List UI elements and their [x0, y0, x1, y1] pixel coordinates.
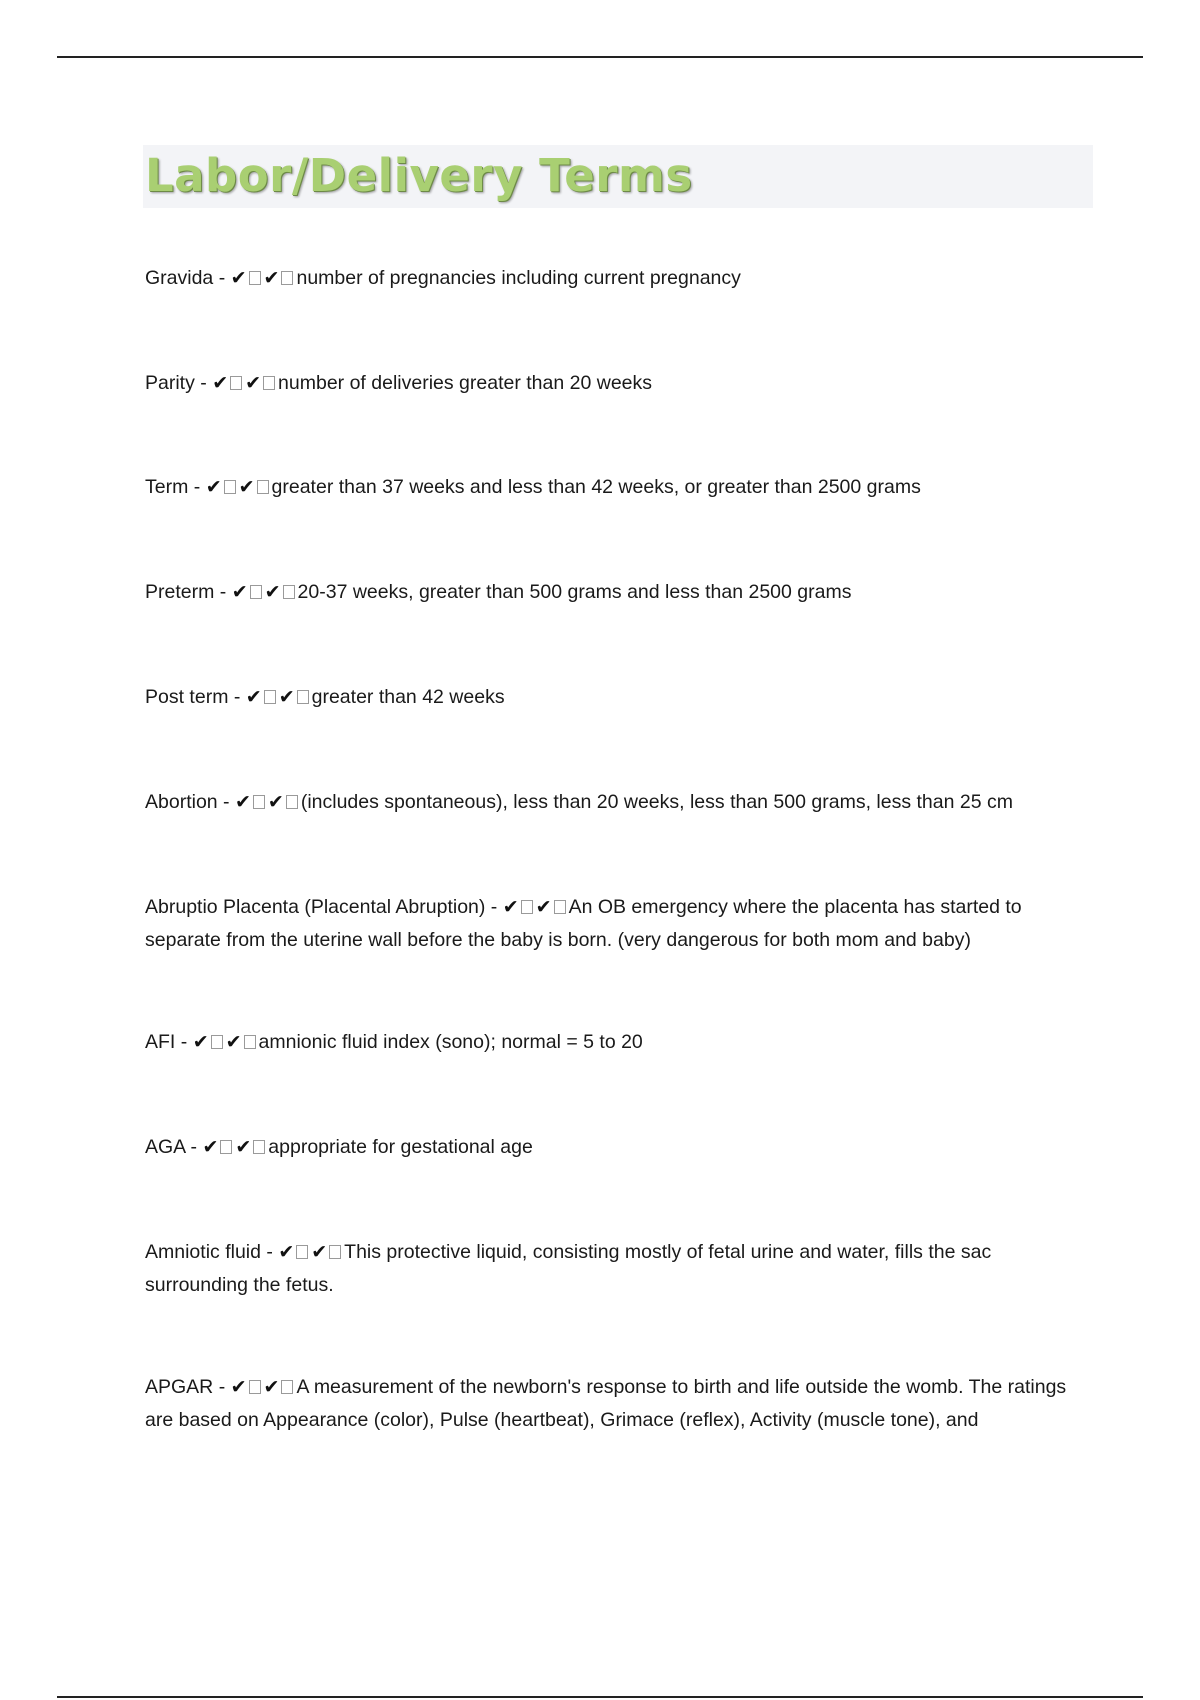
term-entry: [145, 1371, 1095, 1437]
box-icon: [224, 480, 236, 494]
term-name: Post term: [145, 686, 229, 708]
check-icon: ✔: [311, 1241, 328, 1263]
check-icon: ✔: [231, 581, 248, 603]
box-icon: [281, 1380, 293, 1394]
box-icon: [244, 1035, 256, 1049]
check-marks: [246, 686, 312, 708]
term-entry: [145, 786, 1095, 819]
check-icon: ✔: [202, 1136, 219, 1158]
term-definition: number of pregnancies including current pregnancy: [296, 267, 741, 289]
term-separator: -: [185, 1136, 203, 1158]
check-marks: [278, 1241, 344, 1263]
term-entry: [145, 262, 1095, 295]
term-definition: amnionic fluid index (sono); normal = 5 to 20: [258, 1031, 643, 1053]
term-entry: [145, 891, 1095, 957]
check-marks: [212, 372, 278, 394]
box-icon: [250, 585, 262, 599]
top-rule: [57, 56, 1143, 58]
check-icon: ✔: [192, 1031, 209, 1053]
check-icon: ✔: [234, 791, 251, 813]
box-icon: [249, 271, 261, 285]
check-icon: ✔: [212, 372, 229, 394]
term-definition: An OB emergency where the placenta has started to separate from the uterine wall before the baby is born. (very dangerous for both mom and baby): [145, 896, 1022, 951]
check-icon: ✔: [230, 267, 247, 289]
check-icon: ✔: [225, 1031, 242, 1053]
box-icon: [329, 1245, 341, 1259]
box-icon: [257, 480, 269, 494]
check-icon: ✔: [535, 896, 552, 918]
box-icon: [283, 585, 295, 599]
box-icon: [220, 1140, 232, 1154]
box-icon: [249, 1380, 261, 1394]
term-definition: 20-37 weeks, greater than 500 grams and less than 2500 grams: [297, 581, 852, 603]
term-definition: (includes spontaneous), less than 20 weeks, less than 500 grams, less than 25 cm: [300, 791, 1013, 813]
check-icon: ✔: [278, 1241, 295, 1263]
box-icon: [263, 376, 275, 390]
term-definition: greater than 37 weeks and less than 42 weeks, or greater than 2500 grams: [271, 476, 921, 498]
term-name: Parity: [145, 372, 195, 394]
box-icon: [297, 690, 309, 704]
check-icon: ✔: [245, 686, 262, 708]
term-definition: number of deliveries greater than 20 weeks: [278, 372, 653, 394]
check-icon: ✔: [205, 476, 222, 498]
term-definition: This protective liquid, consisting mostly of fetal urine and water, fills the sac surrounding the fetus.: [145, 1241, 992, 1296]
check-marks: [232, 581, 298, 603]
check-icon: ✔: [267, 791, 284, 813]
term-entry: [145, 1131, 1095, 1164]
term-name: AGA: [145, 1136, 186, 1158]
term-name: Abortion: [145, 791, 218, 813]
term-name: Gravida: [145, 267, 214, 289]
check-marks: [193, 1031, 259, 1053]
box-icon: [230, 376, 242, 390]
check-marks: [503, 896, 569, 918]
term-entry: [145, 681, 1095, 714]
term-name: AFI: [145, 1031, 176, 1053]
check-icon: ✔: [263, 267, 280, 289]
check-icon: ✔: [502, 896, 519, 918]
box-icon: [264, 690, 276, 704]
check-icon: ✔: [235, 1136, 252, 1158]
box-icon: [281, 271, 293, 285]
check-icon: ✔: [238, 476, 255, 498]
bottom-rule: [57, 1696, 1143, 1698]
box-icon: [296, 1245, 308, 1259]
term-entry: [145, 471, 1095, 504]
check-marks: [235, 791, 301, 813]
term-definition: greater than 42 weeks: [311, 686, 505, 708]
box-icon: [554, 900, 566, 914]
box-icon: [286, 795, 298, 809]
check-icon: ✔: [230, 1376, 247, 1398]
check-marks: [206, 476, 272, 498]
box-icon: [253, 795, 265, 809]
term-separator: -: [217, 791, 235, 813]
term-separator: -: [214, 581, 232, 603]
check-marks: [231, 1376, 297, 1398]
page-title: Labor/Delivery Terms: [145, 149, 693, 202]
box-icon: [253, 1140, 265, 1154]
term-name: Amniotic fluid: [145, 1241, 261, 1263]
check-marks: [231, 267, 297, 289]
term-separator: -: [213, 267, 231, 289]
term-separator: -: [260, 1241, 279, 1263]
box-icon: [521, 900, 533, 914]
term-name: Preterm: [145, 581, 215, 603]
term-separator: -: [188, 476, 206, 498]
term-separator: -: [213, 1376, 231, 1398]
check-icon: ✔: [263, 1376, 280, 1398]
term-definition: A measurement of the newborn's response to birth and life outside the womb. The ratings are based on Appearance (color), Pulse (heartbeat), Grimace (reflex), Activity (muscle tone), and: [145, 1376, 1067, 1431]
term-name: APGAR: [145, 1376, 214, 1398]
term-separator: -: [485, 896, 503, 918]
term-entry: [145, 367, 1095, 400]
term-name: Term: [145, 476, 189, 498]
check-marks: [202, 1136, 268, 1158]
term-entry: [145, 576, 1095, 609]
term-entry: [145, 1236, 1095, 1302]
check-icon: ✔: [264, 581, 281, 603]
term-entry: [145, 1026, 1095, 1059]
check-icon: ✔: [278, 686, 295, 708]
term-separator: -: [228, 686, 246, 708]
term-separator: -: [194, 372, 213, 394]
check-icon: ✔: [245, 372, 262, 394]
term-definition: appropriate for gestational age: [268, 1136, 533, 1158]
term-separator: -: [175, 1031, 193, 1053]
term-name: Abruptio Placenta (Placental Abruption): [145, 896, 486, 918]
box-icon: [211, 1035, 223, 1049]
